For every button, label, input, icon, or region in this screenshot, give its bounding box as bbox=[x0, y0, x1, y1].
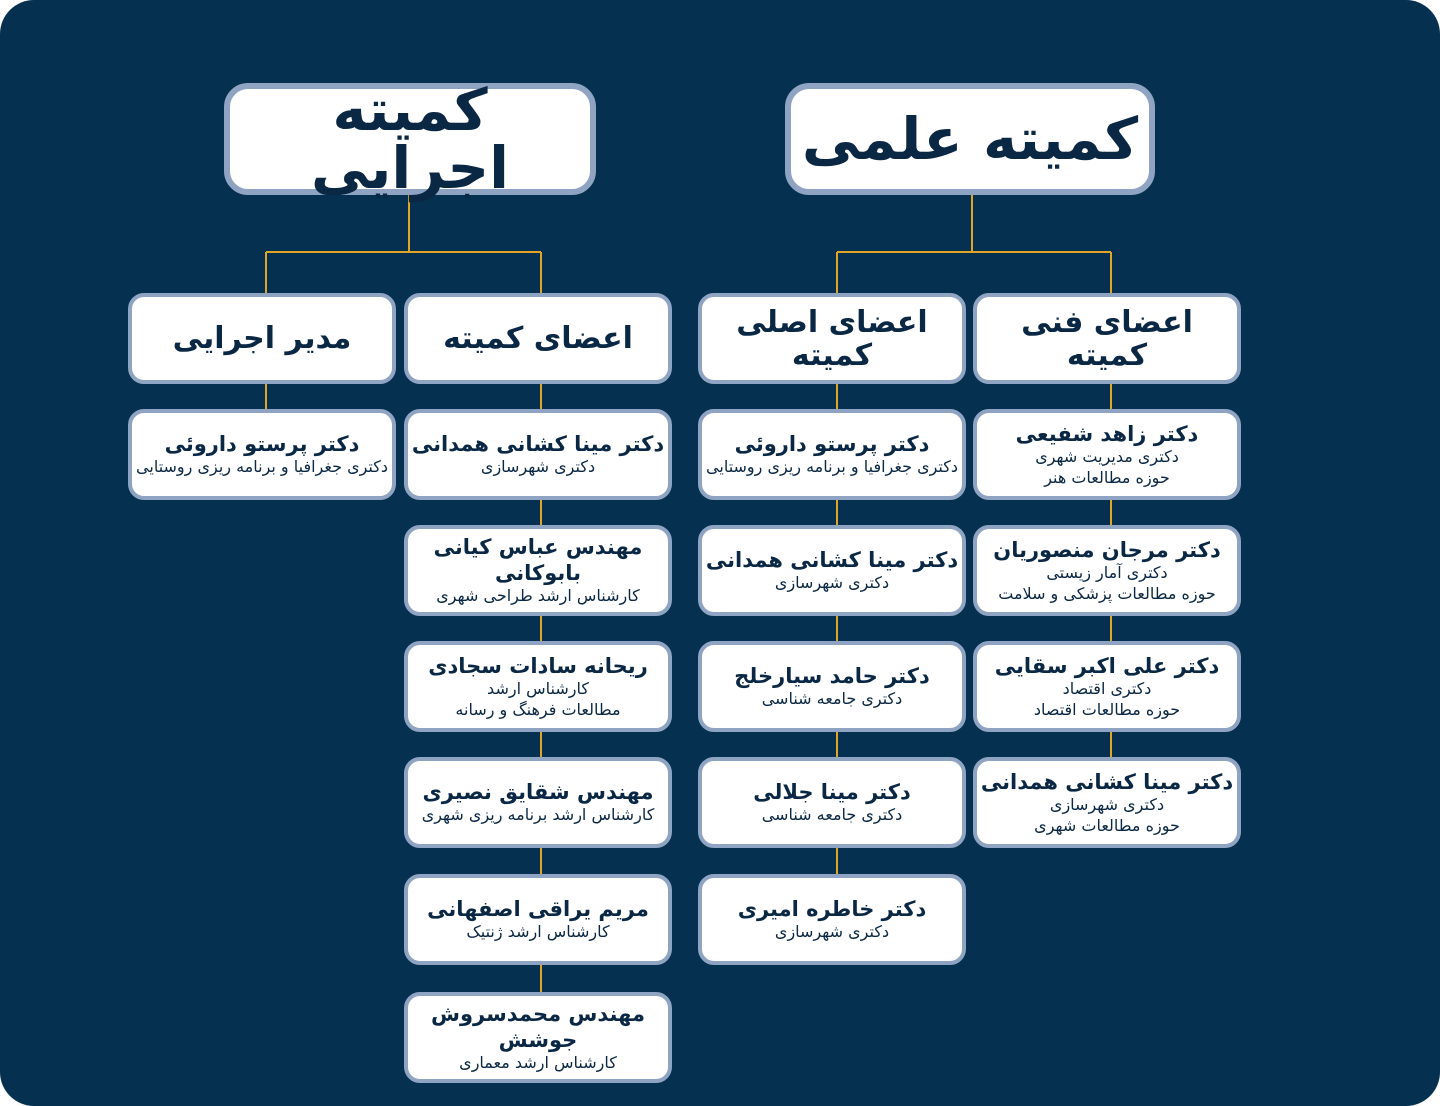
member-field: حوزه مطالعات هنر bbox=[1044, 467, 1170, 487]
member-field: حوزه مطالعات پزشکی و سلامت bbox=[998, 583, 1216, 603]
member-name: دکتر خاطره امیری bbox=[737, 896, 927, 921]
member-degree: دکتری شهرسازی bbox=[1049, 794, 1165, 814]
main-member-card bbox=[698, 757, 966, 848]
technical-members-header: اعضای فنی کمیته bbox=[973, 293, 1241, 384]
technical-member-card bbox=[973, 409, 1241, 500]
technical-member-card bbox=[973, 757, 1241, 848]
member-degree: کارشناس ارشد برنامه ریزی شهری bbox=[421, 805, 655, 825]
member-name: دکتر علی اکبر سقایی bbox=[994, 653, 1220, 678]
member-degree: کارشناس ارشد ژنتیک bbox=[466, 922, 610, 942]
technical-member-card bbox=[973, 641, 1241, 732]
member-degree: کارشناس ارشد طراحی شهری bbox=[436, 586, 640, 606]
member-name: دکتر زاهد شفیعی bbox=[1015, 421, 1199, 446]
committee-member-card bbox=[404, 409, 672, 500]
member-name: دکتر مینا کشانی همدانی bbox=[705, 547, 959, 572]
member-degree: دکتری مدیریت شهری bbox=[1035, 446, 1179, 466]
executive-director-card bbox=[128, 409, 396, 500]
committee-member-card bbox=[404, 757, 672, 848]
member-name: مریم یراقی اصفهانی bbox=[427, 896, 649, 921]
executive-director-header: مدیر اجرایی bbox=[128, 293, 396, 384]
main-members-header: اعضای اصلی کمیته bbox=[698, 293, 966, 384]
member-field: حوزه مطالعات شهری bbox=[1034, 815, 1180, 835]
executive-committee-title: کمیته اجرایی bbox=[310, 76, 510, 202]
connector-scientific bbox=[837, 194, 1111, 296]
scientific-committee-title: کمیته علمی bbox=[801, 105, 1139, 173]
main-member-card bbox=[698, 409, 966, 500]
member-name: دکتر مرجان منصوریان bbox=[993, 537, 1221, 562]
main-member-card bbox=[698, 525, 966, 616]
committee-members-header: اعضای کمیته bbox=[404, 293, 672, 384]
member-name: دکتر پرستو داروئی bbox=[164, 431, 360, 456]
member-degree: کارشناس ارشد bbox=[487, 678, 589, 698]
scientific-committee-title-box bbox=[785, 83, 1155, 195]
member-name: مهندس عباس کیانی بابوکانی bbox=[433, 534, 643, 586]
member-degree: دکتری شهرسازی bbox=[774, 922, 890, 942]
technical-member-card bbox=[973, 525, 1241, 616]
member-degree: کارشناس ارشد معماری bbox=[459, 1053, 617, 1073]
committee-member-card bbox=[404, 874, 672, 965]
member-degree: دکتری شهرسازی bbox=[774, 573, 890, 593]
member-degree: دکتری آمار زیستی bbox=[1046, 562, 1168, 582]
member-name: دکتر پرستو داروئی bbox=[734, 431, 930, 456]
member-degree: دکتری اقتصاد bbox=[1062, 678, 1152, 698]
member-name: دکتر مینا کشانی همدانی bbox=[411, 431, 665, 456]
member-degree: دکتری شهرسازی bbox=[480, 457, 596, 477]
connector-executive bbox=[266, 194, 541, 296]
member-name: مهندس شقایق نصیری bbox=[422, 779, 654, 804]
member-degree: دکتری جغرافیا و برنامه ریزی روستایی bbox=[136, 457, 388, 477]
member-name: مهندس محمدسروش جوشش bbox=[431, 1001, 645, 1053]
member-degree: دکتری جامعه شناسی bbox=[761, 805, 903, 825]
member-name: دکتر مینا کشانی همدانی bbox=[980, 769, 1234, 794]
member-degree: دکتری جغرافیا و برنامه ریزی روستایی bbox=[706, 457, 958, 477]
member-name: ریحانه سادات سجادی bbox=[428, 653, 648, 678]
main-member-card bbox=[698, 641, 966, 732]
member-name: دکتر مینا جلالی bbox=[753, 779, 911, 804]
member-field: حوزه مطالعات اقتصاد bbox=[1033, 699, 1181, 719]
member-field: مطالعات فرهنگ و رسانه bbox=[455, 699, 621, 719]
executive-committee-title-box bbox=[224, 76, 596, 202]
committee-member-card bbox=[404, 992, 672, 1083]
member-degree: دکتری جامعه شناسی bbox=[761, 689, 903, 709]
main-member-card bbox=[698, 874, 966, 965]
committee-member-card bbox=[404, 525, 672, 616]
member-name: دکتر حامد سیارخلج bbox=[734, 663, 930, 688]
committee-member-card bbox=[404, 641, 672, 732]
